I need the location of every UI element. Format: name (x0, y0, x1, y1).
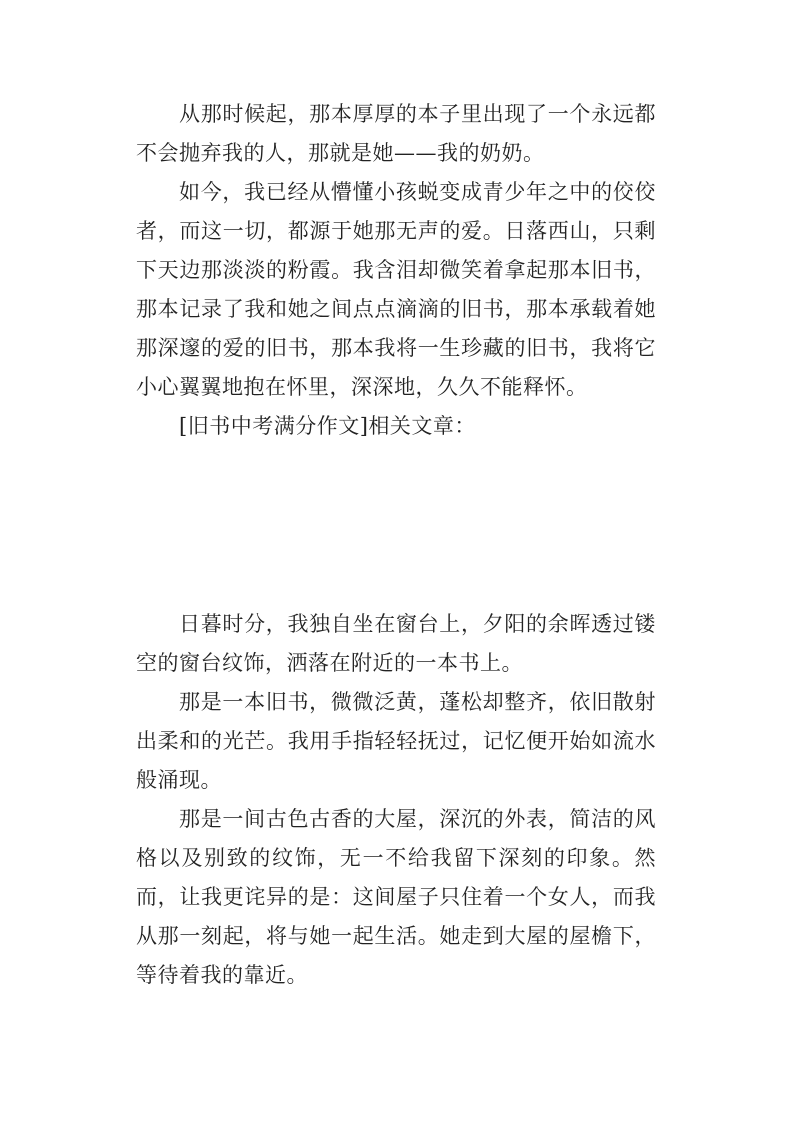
text-section-upper (136, 95, 656, 446)
paragraph: 日暮时分，我独自坐在窗台上，夕阳的余晖透过镂空的窗台纹饰，洒落在附近的一本书上。 (136, 612, 656, 675)
text-section-lower (136, 605, 656, 995)
paragraph: 那是一本旧书，微微泛黄，蓬松却整齐，依旧散射出柔和的光芒。我用手指轻轻抚过，记忆便开始如流水般涌现。 (136, 690, 656, 792)
paragraph: 如今，我已经从懵懂小孩蜕变成青少年之中的佼佼者，而这一切，都源于她那无声的爱。日落西山，只剩下天边那淡淡的粉霞。我含泪却微笑着拿起那本旧书，那本记录了我和她之间点点滴滴的旧书，那本承载着她那深邃的爱的旧书，那本我将一生珍藏的旧书，我将它小心翼翼地抱在怀里，深深地，久久不能释怀。 (136, 180, 656, 399)
related-articles-heading: [旧书中考满分作文]相关文章： (179, 414, 476, 438)
paragraph: 从那时候起，那本厚厚的本子里出现了一个永远都不会抛弃我的人，那就是她——我的奶奶。 (136, 102, 656, 165)
paragraph: 那是一间古色古香的大屋，深沉的外表，简洁的风格以及别致的纹饰，无一不给我留下深刻的印象。然而，让我更诧异的是：这间屋子只住着一个女人，而我从那一刻起，将与她一起生活。她走到大屋的屋檐下，等待着我的靠近。 (136, 807, 656, 987)
